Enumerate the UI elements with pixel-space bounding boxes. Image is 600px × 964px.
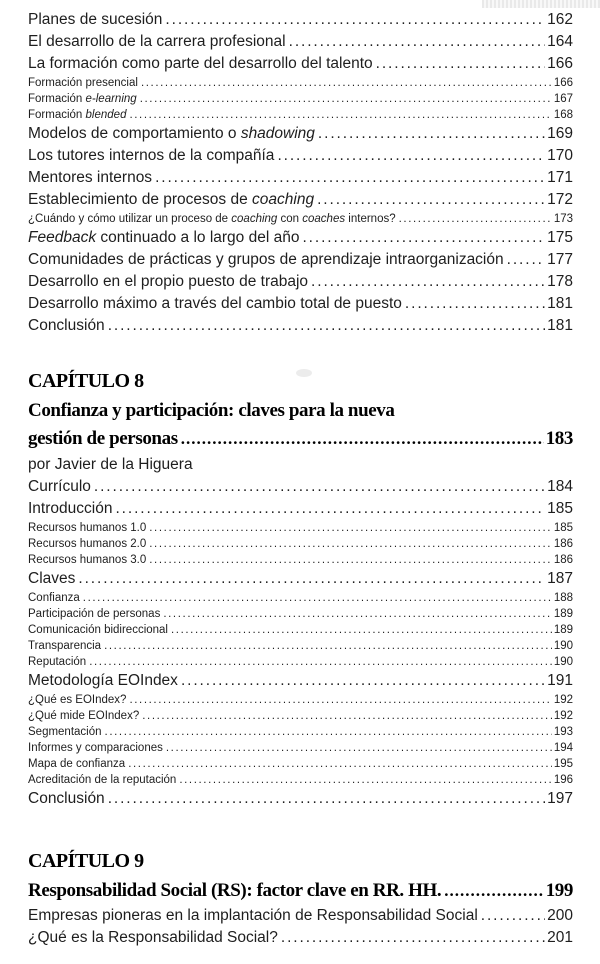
- entry-text-segment: Establecimiento de procesos de: [28, 191, 253, 208]
- entry-label: [28, 654, 86, 670]
- entry-text-segment: coaches: [302, 213, 346, 225]
- entry-label: [28, 145, 274, 167]
- entry-text-segment: El desarrollo de la carrera profesional: [28, 33, 286, 50]
- page-number: 185: [547, 500, 573, 517]
- dotted-leader: [179, 772, 551, 788]
- entry-text-segment: Recursos humanos 1.0: [28, 522, 147, 534]
- toc-entry: [28, 670, 573, 692]
- entry-label: [28, 606, 160, 622]
- entry-text-segment: ¿Qué mide EOIndex?: [28, 710, 140, 722]
- page-number: 172: [547, 191, 573, 208]
- entry-text-segment: ¿Qué es EOIndex?: [28, 694, 127, 706]
- dotted-leader: [149, 536, 552, 552]
- toc-entry: [28, 520, 573, 536]
- entry-text-segment: Metodología EOIndex: [28, 672, 178, 689]
- dotted-leader: [129, 692, 551, 708]
- dotted-leader: [317, 189, 545, 211]
- entry-label: [28, 536, 146, 552]
- page-number: 181: [547, 295, 573, 312]
- page-number: 184: [547, 478, 573, 495]
- dotted-leader: [140, 91, 552, 107]
- toc-entry: [28, 740, 573, 756]
- page-number: 186: [553, 554, 573, 566]
- dotted-leader: [105, 724, 552, 740]
- table-of-contents: [28, 9, 573, 949]
- entry-text-segment: Mentores internos: [28, 169, 153, 186]
- toc-section: [28, 848, 573, 949]
- entry-label: [28, 167, 152, 189]
- page-number: 183: [545, 428, 573, 449]
- entry-text-segment: Conclusión: [28, 317, 105, 334]
- entry-label: [28, 107, 126, 123]
- entry-label: [28, 568, 75, 590]
- entry-text-segment: Formación presencial: [28, 77, 138, 89]
- entry-label: [28, 227, 299, 249]
- toc-entry: [28, 590, 573, 606]
- chapter-heading: CAPÍTULO 8: [28, 370, 144, 392]
- entry-text-segment: Modelos de comportamiento o: [28, 125, 241, 142]
- page-number: 178: [547, 273, 573, 290]
- page-number: 192: [553, 710, 573, 722]
- toc-entry: [28, 31, 573, 53]
- dotted-leader: [181, 425, 544, 453]
- dotted-leader: [104, 638, 552, 654]
- dotted-leader: [318, 123, 545, 145]
- toc-entry: [28, 249, 573, 271]
- chapter-title-text: gestión de personas: [28, 428, 178, 449]
- entry-label: [28, 476, 91, 498]
- dotted-leader: [181, 670, 545, 692]
- entry-text-segment: Mapa de confianza: [28, 758, 126, 770]
- page-number: 200: [547, 907, 573, 924]
- entry-label: [28, 724, 102, 740]
- entry-text-segment: Feedback: [28, 229, 97, 246]
- toc-entry: [28, 927, 573, 949]
- entry-label: [28, 692, 126, 708]
- dotted-leader: [165, 9, 545, 31]
- entry-text-segment: Currículo: [28, 478, 91, 495]
- entry-text-segment: Informes y comparaciones: [28, 742, 163, 754]
- page-number: 173: [553, 213, 573, 225]
- entry-label: [28, 520, 146, 536]
- entry-text-segment: Recursos humanos 2.0: [28, 538, 147, 550]
- page-number: 166: [547, 55, 573, 72]
- dotted-leader: [302, 227, 545, 249]
- entry-text-segment: blended: [85, 109, 127, 121]
- entry-text-segment: Conclusión: [28, 790, 105, 807]
- page-number: 168: [553, 109, 573, 121]
- toc-entry: [28, 536, 573, 552]
- entry-label: [28, 75, 138, 91]
- page-number: 199: [545, 880, 573, 901]
- entry-text-segment: ¿Qué es la Responsabilidad Social?: [28, 929, 278, 946]
- dotted-leader: [163, 606, 551, 622]
- dotted-leader: [481, 905, 545, 927]
- entry-text-segment: Planes de sucesión: [28, 11, 163, 28]
- page-number: 186: [553, 538, 573, 550]
- toc-entry: [28, 788, 573, 810]
- dotted-leader: [129, 107, 551, 123]
- entry-text-segment: Recursos humanos 3.0: [28, 554, 147, 566]
- entry-label: [28, 740, 163, 756]
- entry-text-segment: Participación de personas: [28, 608, 161, 620]
- toc-entry: [28, 638, 573, 654]
- page-number: 201: [547, 929, 573, 946]
- dotted-leader: [128, 756, 552, 772]
- toc-entry: [28, 53, 573, 75]
- page-number: 189: [553, 624, 573, 636]
- dotted-leader: [166, 740, 552, 756]
- dotted-leader: [171, 622, 552, 638]
- dotted-leader: [142, 708, 552, 724]
- dotted-leader: [281, 927, 545, 949]
- entry-label: [28, 293, 402, 315]
- entry-text-segment: e-learning: [85, 93, 137, 105]
- entry-text-segment: Empresas pioneras en la implantación de Responsabilidad Social: [28, 907, 478, 924]
- entry-label: [28, 498, 112, 520]
- dotted-leader: [289, 31, 546, 53]
- page-number: 185: [553, 522, 573, 534]
- toc-section: [28, 9, 573, 337]
- entry-label: [28, 91, 137, 107]
- chapter-title-text: Confianza y participación: claves para la nueva: [28, 400, 395, 421]
- entry-label: [28, 9, 162, 31]
- entry-label: [28, 315, 105, 337]
- toc-entry: [28, 568, 573, 590]
- entry-text-segment: Acreditación de la reputación: [28, 774, 177, 786]
- page-number: 191: [547, 672, 573, 689]
- page-number: 195: [553, 758, 573, 770]
- chapter-title-text: Responsabilidad Social (RS): factor clave en RR. HH.: [28, 880, 442, 901]
- dotted-leader: [399, 211, 552, 227]
- entry-text-segment: Claves: [28, 570, 76, 587]
- dotted-leader: [108, 315, 545, 337]
- entry-label: [28, 271, 308, 293]
- entry-text-segment: Formación: [28, 93, 86, 105]
- entry-text-segment: Desarrollo máximo a través del cambio total de puesto: [28, 295, 402, 312]
- chapter-heading: CAPÍTULO 9: [28, 850, 144, 872]
- page-number: 170: [547, 147, 573, 164]
- dotted-leader: [115, 498, 545, 520]
- entry-text-segment: coaching: [231, 213, 278, 225]
- page-number: 194: [553, 742, 573, 754]
- toc-entry: [28, 91, 573, 107]
- toc-section: [28, 368, 573, 810]
- toc-entry: [28, 211, 573, 227]
- scan-artifact: [482, 0, 600, 8]
- dotted-leader: [149, 520, 552, 536]
- page-number: 177: [547, 251, 573, 268]
- entry-text-segment: Reputación: [28, 656, 87, 668]
- toc-entry: [28, 315, 573, 337]
- toc-entry: [28, 552, 573, 568]
- entry-text-segment: Los tutores internos de la compañía: [28, 147, 275, 164]
- chapter-title-row: [28, 877, 573, 905]
- page-number: 175: [547, 229, 573, 246]
- dotted-leader: [155, 167, 545, 189]
- page-number: 162: [547, 11, 573, 28]
- toc-entry: [28, 622, 573, 638]
- chapter-title-row: [28, 425, 573, 453]
- toc-entry: [28, 167, 573, 189]
- entry-label: [28, 189, 314, 211]
- toc-entry: [28, 756, 573, 772]
- toc-entry: [28, 708, 573, 724]
- entry-label: [28, 756, 125, 772]
- entry-label: [28, 670, 178, 692]
- toc-entry: [28, 692, 573, 708]
- entry-label: [28, 638, 101, 654]
- page-number: 167: [553, 93, 573, 105]
- page-number: 188: [553, 592, 573, 604]
- entry-text-segment: Comunicación bidireccional: [28, 624, 168, 636]
- toc-entry: [28, 606, 573, 622]
- page-number: 189: [553, 608, 573, 620]
- entry-label: [28, 708, 139, 724]
- dotted-leader: [405, 293, 545, 315]
- dotted-leader: [311, 271, 545, 293]
- entry-label: [28, 211, 396, 227]
- toc-entry: [28, 905, 573, 927]
- toc-entry: [28, 75, 573, 91]
- toc-entry: [28, 271, 573, 293]
- entry-text-segment: La formación como parte del desarrollo del talento: [28, 55, 373, 72]
- entry-text-segment: internos?: [345, 213, 396, 225]
- dotted-leader: [89, 654, 552, 670]
- entry-text-segment: Formación: [28, 109, 86, 121]
- scan-smudge: [296, 369, 312, 377]
- entry-text-segment: Segmentación: [28, 726, 102, 738]
- page-number: 166: [553, 77, 573, 89]
- entry-label: [28, 31, 286, 53]
- entry-label: [28, 788, 105, 810]
- entry-text-segment: con: [277, 213, 303, 225]
- page-number: 190: [553, 640, 573, 652]
- dotted-leader: [149, 552, 552, 568]
- page-number: 196: [553, 774, 573, 786]
- entry-text-segment: ¿Cuándo y cómo utilizar un proceso de: [28, 213, 232, 225]
- dotted-leader: [78, 568, 545, 590]
- toc-entry: [28, 123, 573, 145]
- toc-entry: [28, 476, 573, 498]
- page-number: 171: [547, 169, 573, 186]
- page-number: 197: [547, 790, 573, 807]
- entry-text-segment: coaching: [252, 191, 315, 208]
- toc-entry: [28, 654, 573, 670]
- page-number: 192: [553, 694, 573, 706]
- page-number: 181: [547, 317, 573, 334]
- toc-entry: [28, 9, 573, 31]
- entry-label: [28, 622, 168, 638]
- toc-entry: [28, 145, 573, 167]
- dotted-leader: [108, 788, 545, 810]
- chapter-author: por Javier de la Higuera: [28, 456, 193, 473]
- toc-entry: [28, 724, 573, 740]
- entry-text-segment: Introducción: [28, 500, 113, 517]
- dotted-leader: [94, 476, 545, 498]
- entry-label: [28, 53, 373, 75]
- dotted-leader: [444, 877, 543, 905]
- page-number: 187: [547, 570, 573, 587]
- entry-label: [28, 552, 146, 568]
- entry-label: [28, 590, 80, 606]
- entry-label: [28, 927, 278, 949]
- toc-entry: [28, 498, 573, 520]
- dotted-leader: [376, 53, 545, 75]
- entry-text-segment: Comunidades de prácticas y grupos de aprendizaje intraorganización: [28, 251, 504, 268]
- entry-text-segment: shadowing: [240, 125, 315, 142]
- toc-entry: [28, 293, 573, 315]
- page-number: 164: [547, 33, 573, 50]
- page-number: 169: [547, 125, 573, 142]
- entry-text-segment: Desarrollo en el propio puesto de trabajo: [28, 273, 309, 290]
- toc-entry: [28, 227, 573, 249]
- page-number: 190: [553, 656, 573, 668]
- dotted-leader: [277, 145, 545, 167]
- entry-text-segment: continuado a lo largo del año: [96, 229, 300, 246]
- toc-entry: [28, 189, 573, 211]
- dotted-leader: [83, 590, 552, 606]
- toc-entry: [28, 107, 573, 123]
- dotted-leader: [141, 75, 552, 91]
- entry-label: [28, 772, 176, 788]
- entry-text-segment: Confianza: [28, 592, 80, 604]
- dotted-leader: [507, 249, 546, 271]
- entry-text-segment: Transparencia: [28, 640, 102, 652]
- toc-entry: [28, 772, 573, 788]
- entry-label: [28, 123, 315, 145]
- page-number: 193: [553, 726, 573, 738]
- entry-label: [28, 249, 504, 271]
- entry-label: [28, 905, 478, 927]
